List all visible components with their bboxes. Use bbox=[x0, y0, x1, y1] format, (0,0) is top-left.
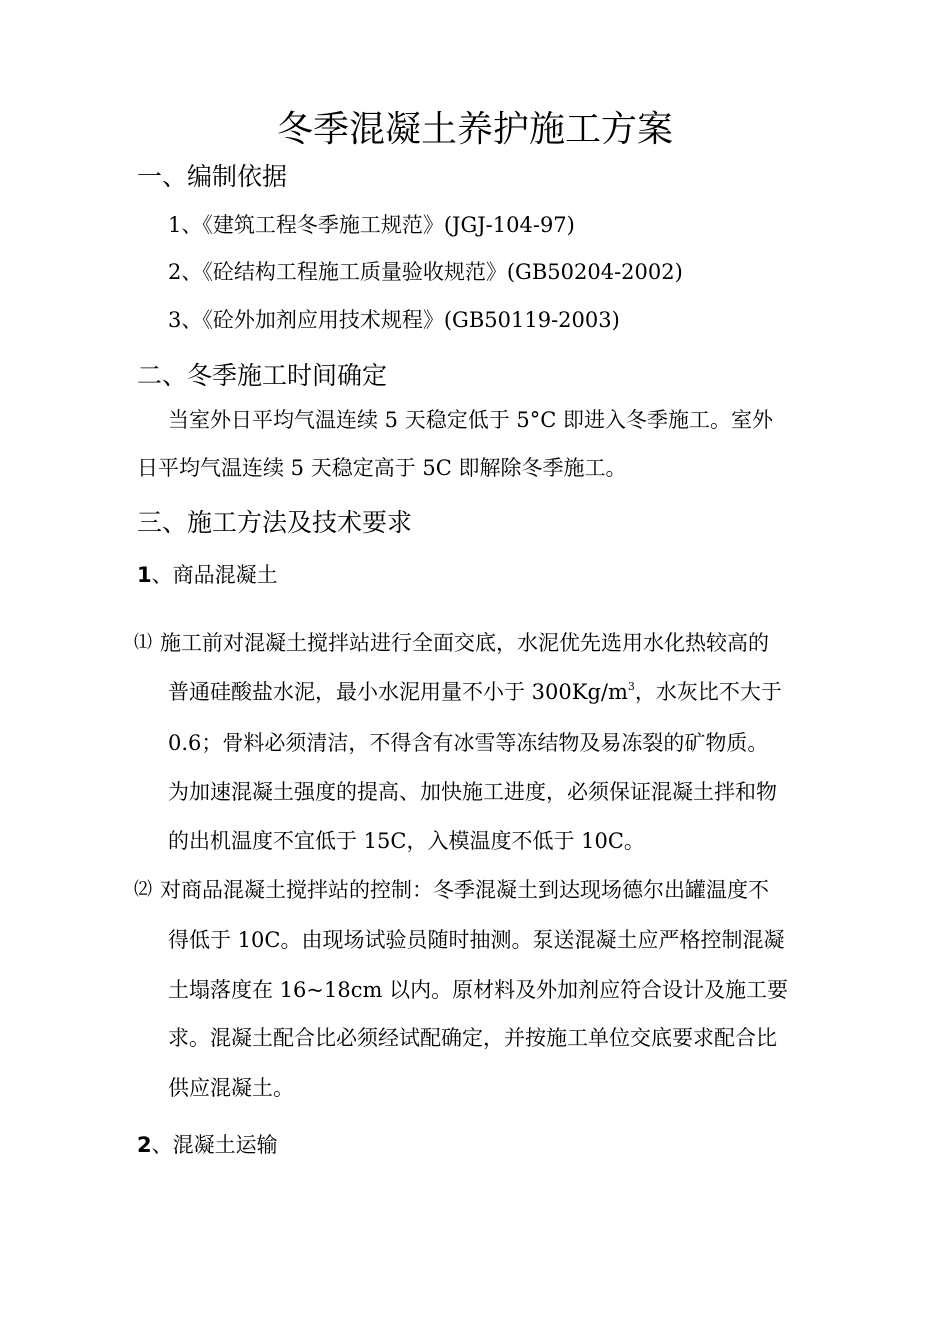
section-heading-basis: 一、编制依据 bbox=[137, 162, 288, 191]
paragraph-line: 当室外日平均气温连续 5 天稳定低于 5°C 即进入冬季施工。室外 bbox=[168, 408, 773, 432]
reference-item-1: 1、《建筑工程冬季施工规范》(JGJ-104-97) bbox=[168, 213, 575, 237]
document-title: 冬季混凝土养护施工方案 bbox=[276, 109, 673, 150]
list-item-line: 求。混凝土配合比必须经试配确定，并按施工单位交底要求配合比 bbox=[168, 1026, 777, 1050]
superscript: 3 bbox=[627, 680, 635, 693]
list-item-line: 0.6；骨料必须清洁，不得含有冰雪等冻结物及易冻裂的矿物质。 bbox=[168, 731, 769, 755]
list-item-line: 为加速混凝土强度的提高、加快施工进度，必须保证混凝土拌和物 bbox=[168, 780, 777, 804]
section-heading-time: 二、冬季施工时间确定 bbox=[137, 361, 388, 390]
paragraph-line: 日平均气温连续 5 天稳定高于 5C 即解除冬季施工。 bbox=[137, 456, 627, 480]
reference-item-2: 2、《砼结构工程施工质量验收规范》(GB50204-2002) bbox=[168, 260, 683, 284]
list-item-text: ，水灰比不大于 bbox=[634, 680, 782, 704]
subheading-concrete-transport bbox=[137, 1130, 278, 1160]
section-heading-methods: 三、施工方法及技术要求 bbox=[137, 508, 413, 537]
list-item-text: 普通硅酸盐水泥，最小水泥用量不小于 300Kg/m bbox=[168, 680, 628, 704]
subheading-label: 、商品混凝土 bbox=[151, 563, 278, 587]
list-item-line: 的出机温度不宜低于 15C，入模温度不低于 10C。 bbox=[168, 829, 645, 853]
subheading-number: 2 bbox=[137, 1133, 152, 1157]
list-item-line: 得低于 10C。由现场试验员随时抽测。泵送混凝土应严格控制混凝 bbox=[168, 928, 785, 952]
reference-item-3: 3、《砼外加剂应用技术规程》(GB50119-2003) bbox=[168, 308, 620, 332]
list-item-line bbox=[168, 677, 782, 707]
list-marker: ⑴ bbox=[134, 632, 152, 653]
subheading-commercial-concrete bbox=[137, 560, 278, 590]
list-item-line: 供应混凝土。 bbox=[168, 1076, 294, 1100]
list-marker: ⑵ bbox=[134, 879, 152, 900]
subheading-number: 1 bbox=[137, 563, 152, 587]
list-item-line: 施工前对混凝土搅拌站进行全面交底，水泥优先选用水化热较高的 bbox=[160, 631, 769, 655]
list-item-line: 对商品混凝土搅拌站的控制：冬季混凝土到达现场德尔出罐温度不 bbox=[160, 878, 769, 902]
list-item-line: 土塌落度在 16~18cm 以内。原材料及外加剂应符合设计及施工要 bbox=[168, 978, 789, 1002]
subheading-label: 、混凝土运输 bbox=[151, 1133, 278, 1157]
